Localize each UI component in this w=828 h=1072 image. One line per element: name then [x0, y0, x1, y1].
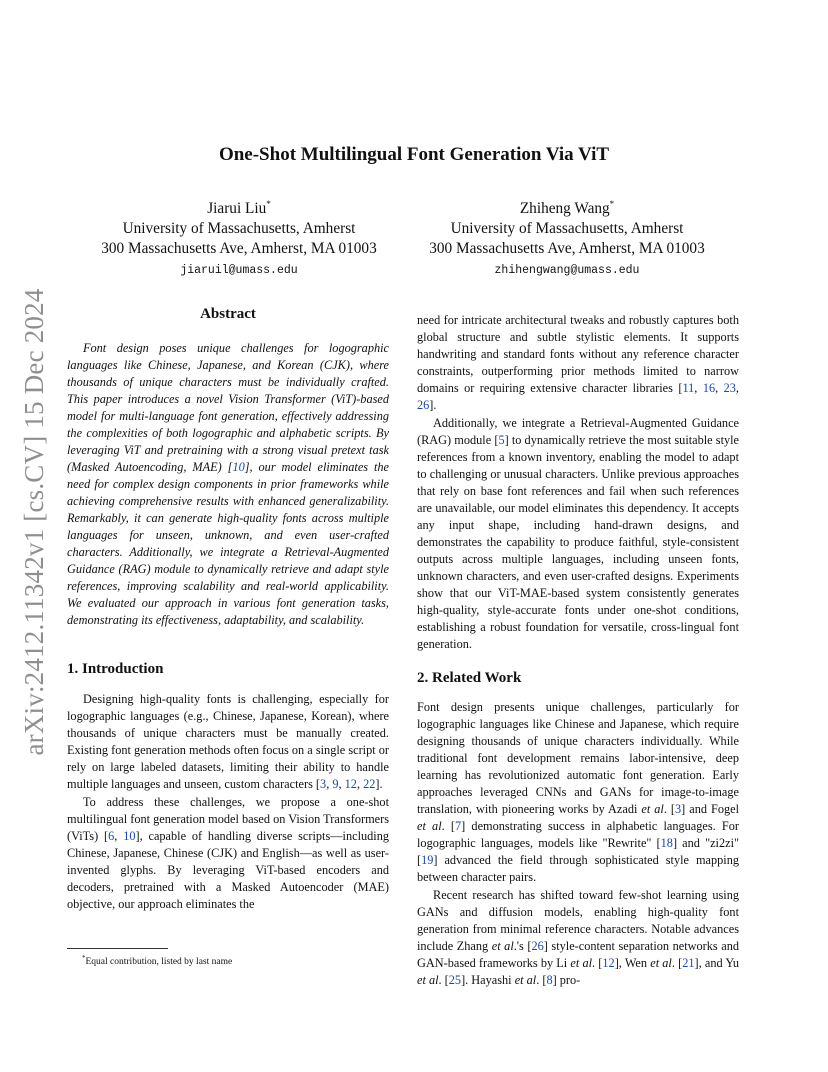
- citation-link[interactable]: 25: [448, 973, 462, 987]
- footnote: *Equal contribution, listed by last name: [82, 954, 233, 968]
- introduction-paragraph-continued: need for intricate architectural tweaks and robustly captures both global structure and subtle stylistic elements. It supports handwriting and standard fonts without any reference character constraints, outperforming prior methods limited to narrow domains or requiring extensive character libraries [11, 16, 23, 26].: [417, 313, 739, 412]
- author-address: 300 Massachusetts Ave, Amherst, MA 01003: [429, 240, 705, 258]
- citation-link[interactable]: 11: [682, 381, 695, 395]
- citation-link[interactable]: 16: [702, 381, 716, 395]
- abstract-heading: Abstract: [200, 306, 256, 322]
- citation-link[interactable]: 23: [723, 381, 736, 395]
- arxiv-identifier-stamp: arXiv:2412.11342v1 [cs.CV] 15 Dec 2024: [19, 288, 49, 756]
- citation-link[interactable]: 6: [108, 829, 115, 843]
- author-name: Zhiheng Wang*: [519, 199, 615, 218]
- footnote-mark: *: [82, 954, 86, 962]
- citation-link[interactable]: 18: [660, 836, 673, 850]
- citation-link[interactable]: 21: [682, 956, 695, 970]
- author-email[interactable]: zhihengwang@umass.edu: [494, 264, 640, 278]
- author-block-2: [397, 194, 737, 279]
- equal-contribution-mark: *: [266, 199, 271, 209]
- introduction-heading: 1. Introduction: [67, 661, 164, 677]
- citation-link[interactable]: 10: [123, 829, 136, 843]
- right-column: [417, 312, 739, 989]
- citation-link[interactable]: 3: [675, 802, 682, 816]
- related-work-paragraph-2: Recent research has shifted toward few-shot learning using GANs and diffusion models, enabling high-quality font generation from minimal reference characters. Notable advances include Zhang et al.'s [26] style-content separation networks and GAN-based frameworks by Li et al. [12], Wen et al. [21], and Yu et al. [25]. Hayashi et al. [8] pro-: [417, 888, 740, 987]
- citation-link[interactable]: 12: [344, 777, 357, 791]
- related-work-paragraph-1: Font design presents unique challenges, particularly for logographic languages like Chinese and Japanese, which require designing thousands of unique characters individually. While traditional font development remains labor-intensive, deep learning has revolutionized automatic font generation. Early approaches leveraged CNNs and GANs for image-to-image translation, with pioneering works by Azadi et al. [3] and Fogel et al. [7] demonstrating success in alphabetic languages. For logographic languages, models like "Rewrite" [18] and "zi2zi" [19] advanced the field through sophisticated style mapping between character pairs.: [417, 700, 740, 884]
- equal-contribution-mark: *: [609, 199, 615, 209]
- introduction-paragraph-1: Designing high-quality fonts is challenging, especially for logographic languages (e.g., Chinese, Japanese, Korean), where thousands of unique characters must be manually created. Existing font generation methods often focus on a single script or rely on large labeled datasets, limiting their ability to handle multiple languages and unseen, custom characters [3, 9, 12, 22].: [67, 692, 389, 791]
- citation-link[interactable]: 10: [232, 460, 245, 474]
- author-affiliation: University of Massachusetts, Amherst: [122, 220, 356, 238]
- related-work-heading: 2. Related Work: [417, 670, 522, 686]
- citation-link[interactable]: 12: [602, 956, 615, 970]
- citation-link[interactable]: 3: [320, 777, 327, 791]
- author-block-1: [69, 194, 409, 279]
- citation-link[interactable]: 22: [363, 777, 376, 791]
- left-column: [67, 304, 389, 913]
- citation-link[interactable]: 8: [546, 973, 553, 987]
- citation-link[interactable]: 9: [332, 777, 339, 791]
- citation-link[interactable]: 7: [454, 819, 462, 833]
- citation-link[interactable]: 19: [421, 853, 434, 867]
- citation-link[interactable]: 5: [498, 433, 505, 447]
- introduction-paragraph-3: Additionally, we integrate a Retrieval-Augmented Guidance (RAG) module [5] to dynamically retrieve the most suitable style references from a known inventory, enabling the model to adapt to challenging or unusual characters. Unlike previous approaches that rely on base font references and fail when such references are unavailable, our model eliminates this dependency. It accepts any input shape, including hand-drawn designs, and demonstrates the capability to produce faithful, style-consistent outputs across multiple languages, including unseen fonts, unknown characters, and even user-crafted designs. Experiments show that our ViT-MAE-based system consistently generates high-quality, style-accurate fonts under one-shot conditions, establishing a robust foundation for versatile, cross-lingual font generation.: [417, 416, 740, 651]
- abstract-text: Font design poses unique challenges for logographic languages like Chinese, Japanese, and Korean (CJK), where thousands of unique characters must be individually crafted. This paper introduces a novel Vision Transformer (ViT)-based model for multi-language font generation, effectively addressing the complexities of both logographic and alphabetic scripts. By leveraging ViT and pretraining with a strong visual pretext task (Masked Autoencoding, MAE) [10], our model eliminates the need for complex design components in prior frameworks while achieving comprehensive results with enhanced generalizability. Remarkably, it can generate high-quality fonts across multiple languages for unseen, unknown, and even user-crafted characters. Additionally, we integrate a Retrieval-Augmented Guidance (RAG) module to dynamically retrieve and adapt style references, improving scalability and real-world applicability. We evaluated our approach in various font generation tasks, demonstrating its effectiveness, adaptability, and scalability.: [67, 341, 390, 627]
- footnote-divider: [67, 948, 168, 949]
- citation-link[interactable]: 26: [417, 398, 430, 412]
- author-email[interactable]: jiaruil@umass.edu: [180, 264, 298, 278]
- introduction-paragraph-2: To address these challenges, we propose a one-shot multilingual font generation model based on Vision Transformers (ViTs) [6, 10], capable of handling diverse scripts—including Chinese, Japanese, Chinese (CJK) and English—as well as user-invented glyphs. By leveraging ViT-based encoders and decoders, pretrained with a Masked Autoencoder (MAE) objective, our approach eliminates the: [67, 795, 389, 911]
- author-address: 300 Massachusetts Ave, Amherst, MA 01003: [101, 240, 377, 258]
- paper-title: One-Shot Multilingual Font Generation Via ViT: [218, 144, 610, 165]
- author-affiliation: University of Massachusetts, Amherst: [450, 220, 684, 238]
- citation-link[interactable]: 26: [531, 939, 544, 953]
- author-name: Jiarui Liu*: [207, 199, 271, 218]
